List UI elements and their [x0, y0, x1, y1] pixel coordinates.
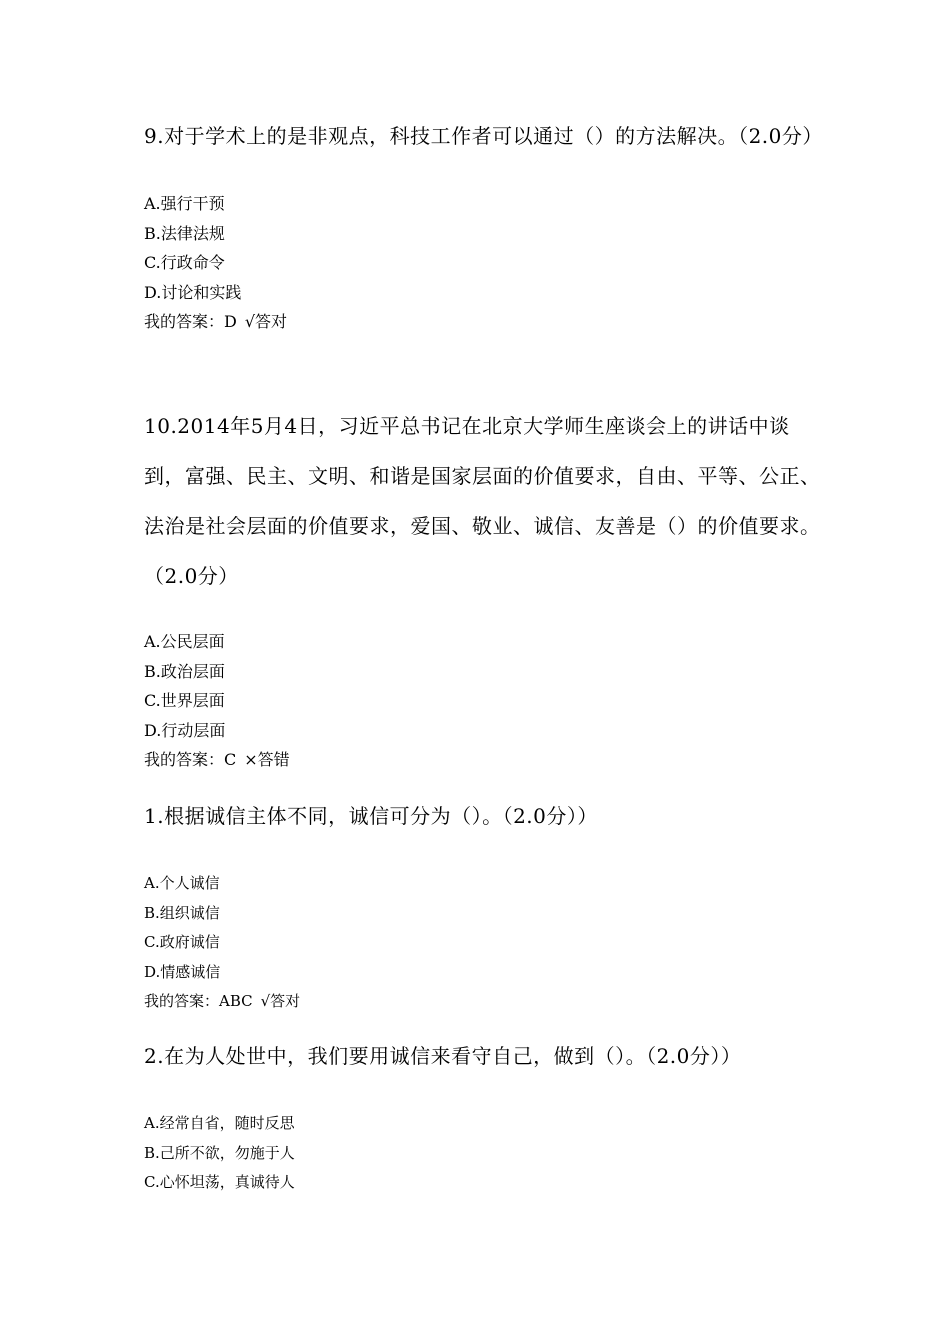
question-10	[144, 401, 824, 775]
option-c: C.政府诚信	[144, 933, 220, 952]
option-a: A.公民层面	[144, 632, 225, 651]
option-b: B.己所不欲，勿施于人	[144, 1143, 295, 1162]
question-stem: 10.2014年5月4日，习近平总书记在北京大学师生座谈会上的讲话中谈到，富强、民主、文明、和谐是国家层面的价值要求，自由、平等、公正、法治是社会层面的价值要求，爱国、敬业、诚信、友善是（）的价值要求。（2.0分）	[144, 414, 821, 588]
question-2	[144, 1031, 824, 1198]
option-a: A.个人诚信	[144, 874, 220, 892]
question-1	[144, 791, 824, 1017]
option-d: D.讨论和实践	[144, 282, 242, 302]
option-a: A.经常自省，随时反思	[144, 1114, 295, 1132]
option-b: B.组织诚信	[144, 903, 220, 922]
option-list	[144, 1109, 824, 1198]
option-d: D.情感诚信	[144, 962, 221, 981]
answer-result: ×答错	[244, 750, 290, 770]
question-9	[144, 111, 824, 337]
option-c: C.行政命令	[144, 253, 225, 273]
question-stem: 9.对于学术上的是非观点，科技工作者可以通过（）的方法解决。（2.0分）	[144, 124, 823, 148]
option-b: B.法律法规	[144, 223, 225, 243]
question-stem: 1.根据诚信主体不同，诚信可分为（）。（2.0分））	[144, 804, 598, 828]
answer-label: 我的答案：ABC	[144, 992, 253, 1011]
option-list	[144, 627, 824, 745]
my-answer	[144, 987, 824, 1017]
answer-result: √答对	[260, 992, 301, 1011]
option-c: C.世界层面	[144, 691, 225, 711]
answer-label: 我的答案：D	[144, 312, 237, 332]
my-answer	[144, 307, 824, 337]
option-b: B.政治层面	[144, 661, 225, 681]
answer-result: √答对	[244, 312, 288, 332]
option-d: D.行动层面	[144, 720, 226, 740]
question-stem: 2.在为人处世中，我们要用诚信来看守自己，做到（）。（2.0分））	[144, 1044, 742, 1068]
option-list	[144, 189, 824, 307]
answer-label: 我的答案：C	[144, 750, 237, 770]
my-answer	[144, 745, 824, 775]
option-c: C.心怀坦荡，真诚待人	[144, 1173, 295, 1192]
option-list	[144, 869, 824, 987]
option-a: A.强行干预	[144, 194, 225, 213]
